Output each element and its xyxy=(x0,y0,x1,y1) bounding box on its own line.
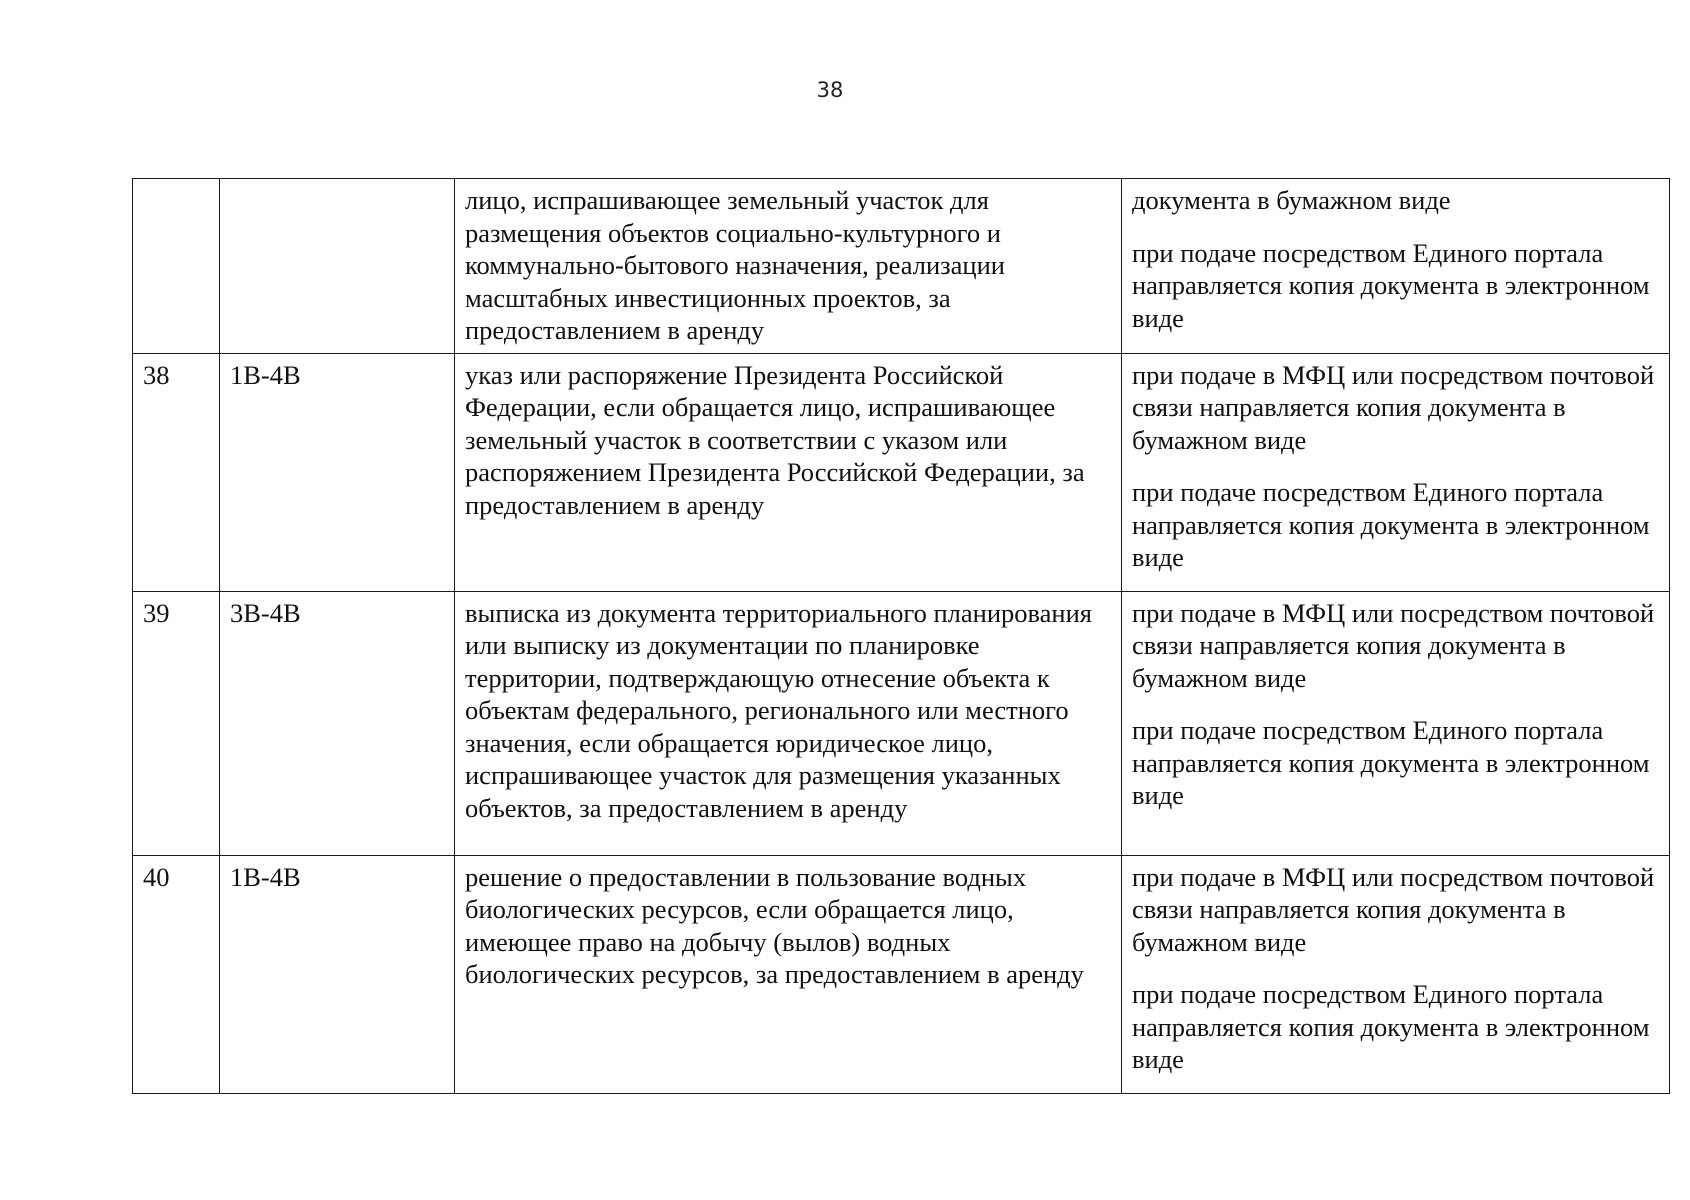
row-code-cell: 1В-4В xyxy=(220,353,455,591)
row-code-cell: 3В-4В xyxy=(220,591,455,855)
page-number: 38 xyxy=(816,78,844,102)
row-note-cell xyxy=(1122,855,1670,1093)
note-portal-text: при подаче посредством Единого портала направляется копия документа в электронном виде xyxy=(1132,979,1650,1074)
row-description-cell: решение о предоставлении в пользование водных биологических ресурсов, если обращается лицо, имеющее право на добычу (вылов) водных биологических ресурсов, за предоставлением в аренду xyxy=(455,855,1122,1093)
note-paper-text: документа в бумажном виде xyxy=(1132,185,1451,215)
row-code-cell: 1В-4В xyxy=(220,855,455,1093)
row-note-cell xyxy=(1122,179,1670,354)
table-row xyxy=(133,855,1670,1093)
table-row xyxy=(133,179,1670,354)
table-row xyxy=(133,353,1670,591)
row-code-cell xyxy=(220,179,455,354)
table-row xyxy=(133,591,1670,855)
note-portal-text: при подаче посредством Единого портала направляется копия документа в электронном виде xyxy=(1132,477,1650,572)
row-description-cell: лицо, испрашивающее земельный участок для размещения объектов социально-культурного и коммунально-бытового назначения, реализации масштабных инвестиционных проектов, за предоставлением в аренду xyxy=(455,179,1122,354)
row-number-cell: 39 xyxy=(133,591,220,855)
row-number-cell: 38 xyxy=(133,353,220,591)
row-description-cell: указ или распоряжение Президента Российской Федерации, если обращается лицо, испрашивающее земельный участок в соответствии с указом или распоряжением Президента Российской Федерации, за предоставлением в аренду xyxy=(455,353,1122,591)
note-paper-text: при подаче в МФЦ или посредством почтовой связи направляется копия документа в бумажном виде xyxy=(1132,597,1655,693)
document-table xyxy=(132,178,1670,1094)
row-note-cell xyxy=(1122,591,1670,855)
row-number-cell: 40 xyxy=(133,855,220,1093)
row-note-cell xyxy=(1122,353,1670,591)
note-portal-text: при подаче посредством Единого портала направляется копия документа в электронном виде xyxy=(1132,715,1650,810)
note-portal-text: при подаче посредством Единого портала направляется копия документа в электронном виде xyxy=(1132,237,1650,333)
note-paper-text: при подаче в МФЦ или посредством почтовой связи направляется копия документа в бумажном виде xyxy=(1132,359,1655,455)
row-description-cell: выписка из документа территориального планирования или выписку из документации по планировке территории, подтверждающую отнесение объекта к объектам федерального, регионального или местного значения, если обращается юридическое лицо, испрашивающее участок для размещения указанных объектов, за предоставлением в аренду xyxy=(455,591,1122,855)
row-number-cell xyxy=(133,179,220,354)
note-paper-text: при подаче в МФЦ или посредством почтовой связи направляется копия документа в бумажном виде xyxy=(1132,861,1655,957)
